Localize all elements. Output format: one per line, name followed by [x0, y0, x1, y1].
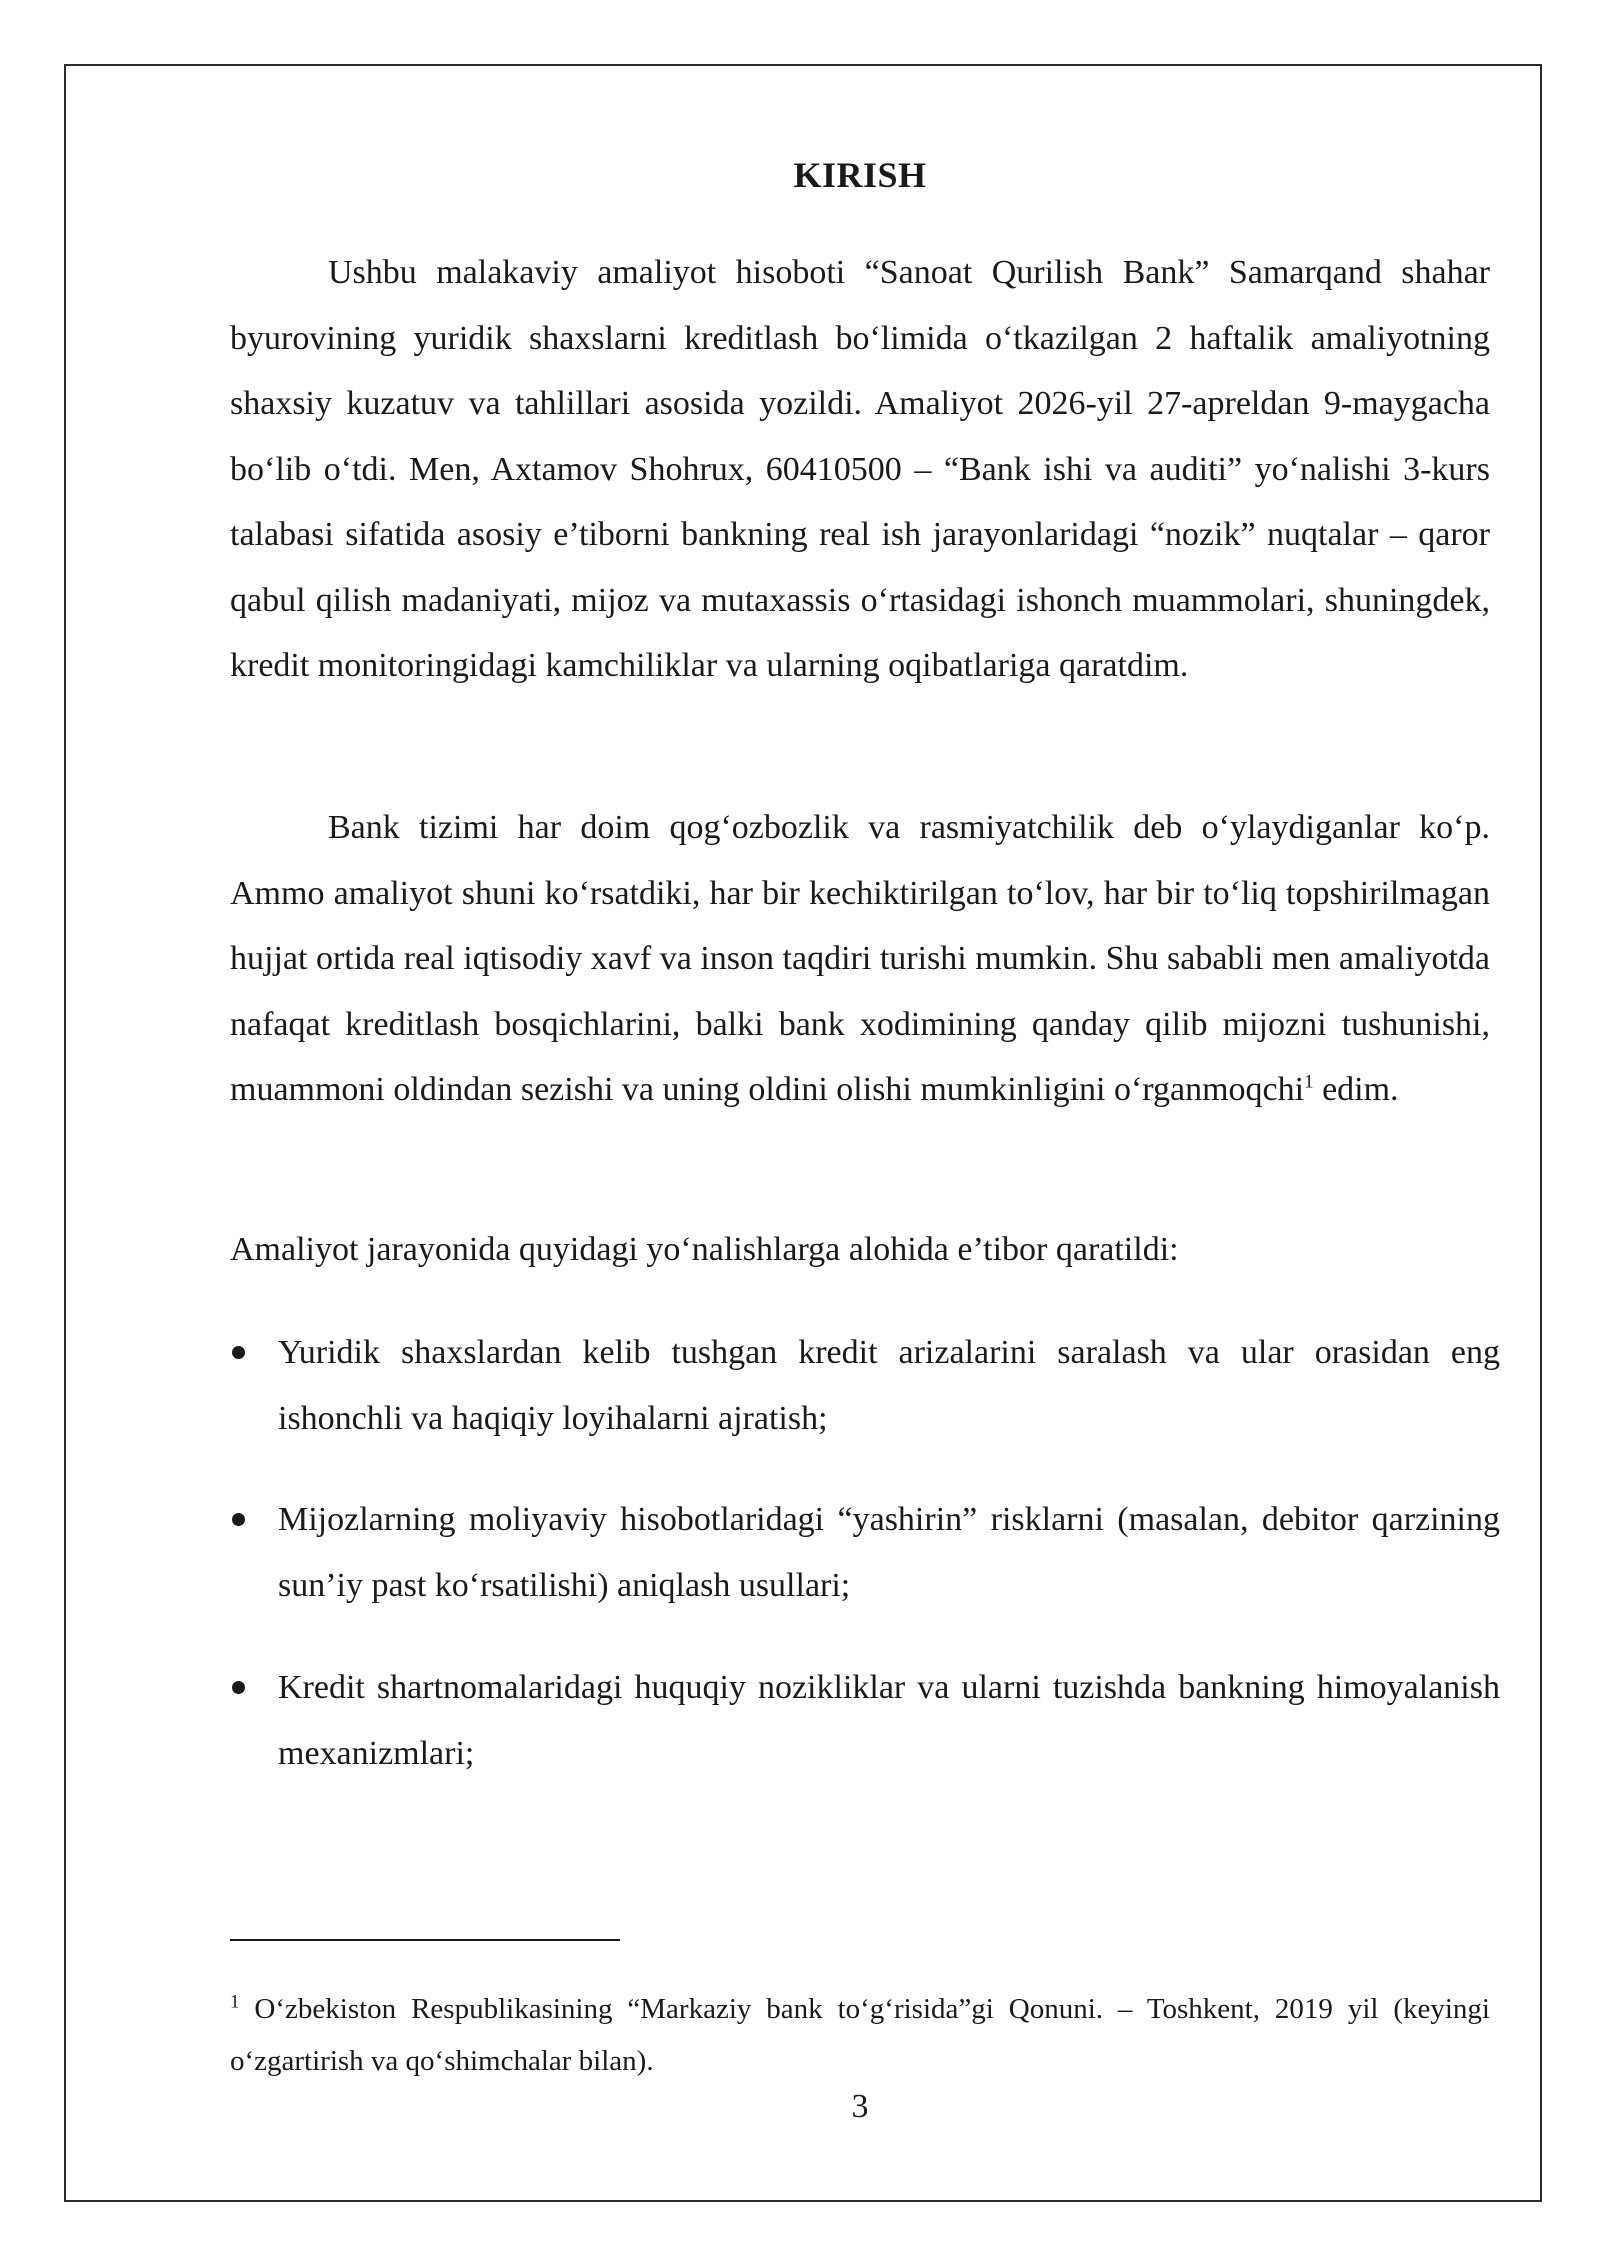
bullet-icon — [232, 1681, 245, 1694]
intro-paragraph-1 — [230, 240, 1490, 699]
list-item-text: Yuridik shaxslardan kelib tushgan kredit arizalarini saralash va ular orasidan eng ishonchli va haqiqiy loyihalarni ajratish; — [278, 1334, 1500, 1437]
list-item-text: Kredit shartnomalaridagi huquqiy nozikliklar va ularni tuzishda bankning himoyalanish mexanizmlari; — [278, 1669, 1500, 1772]
section-heading: KIRISH — [793, 155, 927, 195]
bullet-icon — [232, 1513, 245, 1526]
footnote-separator — [230, 1939, 620, 1941]
paragraph-text — [230, 795, 1490, 1123]
paragraph-text: Ushbu malakaviy amaliyot hisoboti “Sanoat Qurilish Bank” Samarqand shahar byurovining yuridik shaxslarni kreditlash boʻlimida oʻtkazilgan 2 haftalik amaliyotning shaxsiy kuzatuv va tahlillari asosida yozildi. Amaliyot 2026-yil 27-apreldan 9-maygacha boʻlib oʻtdi. Men, Axtamov Shohrux, 60410500 – “Bank ishi va auditi” yoʻnalishi 3-kurs talabasi sifatida asosiy e’tiborni bankning real ish jarayonlaridagi “nozik” nuqtalar – qaror qabul qilish madaniyati, mijoz va mutaxassis oʻrtasidagi ishonch muammolari, shuningdek, kredit monitoringidagi kamchiliklar va ularning oqibatlariga qaratdim. — [230, 254, 1490, 684]
paragraph-tail: edim. — [1313, 1071, 1399, 1108]
list-item — [230, 1655, 1500, 1786]
footnote-text: Oʻzbekiston Respublikasining “Markaziy bank toʻgʻrisida”gi Qonuni. – Toshkent, 2019 yil (keyingi oʻzgartirish va qoʻshimchalar bilan). — [230, 1993, 1490, 2077]
list-intro-paragraph — [230, 1217, 1490, 1283]
footnote-marker: 1 — [230, 1991, 240, 2013]
paragraph-text: Amaliyot jarayonida quyidagi yoʻnalishlarga alohida e’tibor qaratildi: — [230, 1231, 1179, 1268]
list-item — [230, 1320, 1500, 1451]
bullet-icon — [232, 1346, 245, 1359]
footnote — [230, 1983, 1490, 2087]
list-item — [230, 1487, 1500, 1618]
intro-paragraph-2 — [230, 795, 1490, 1123]
footnote-reference[interactable]: 1 — [1304, 1071, 1314, 1093]
page-number: 3 — [851, 2088, 869, 2125]
paragraph-body: Bank tizimi har doim qogʻozbozlik va rasmiyatchilik deb oʻylaydiganlar koʻp. Ammo amaliyot shuni koʻrsatdiki, har bir kechiktirilgan toʻlov, har bir toʻliq topshirilmagan hujjat ortida real iqtisodiy xavf va inson taqdiri turishi mumkin. Shu sababli men amaliyotda nafaqat kreditlash bosqichlarini, balki bank xodimining qanday qilib mijozni tushunishi, muammoni oldindan sezishi va uning oldini olishi mumkinligini oʻrganmoqchi — [230, 809, 1490, 1108]
list-item-text: Mijozlarning moliyaviy hisobotlaridagi “yashirin” risklarni (masalan, debitor qarzining sun’iy past koʻrsatilishi) aniqlash usullari; — [278, 1501, 1500, 1604]
